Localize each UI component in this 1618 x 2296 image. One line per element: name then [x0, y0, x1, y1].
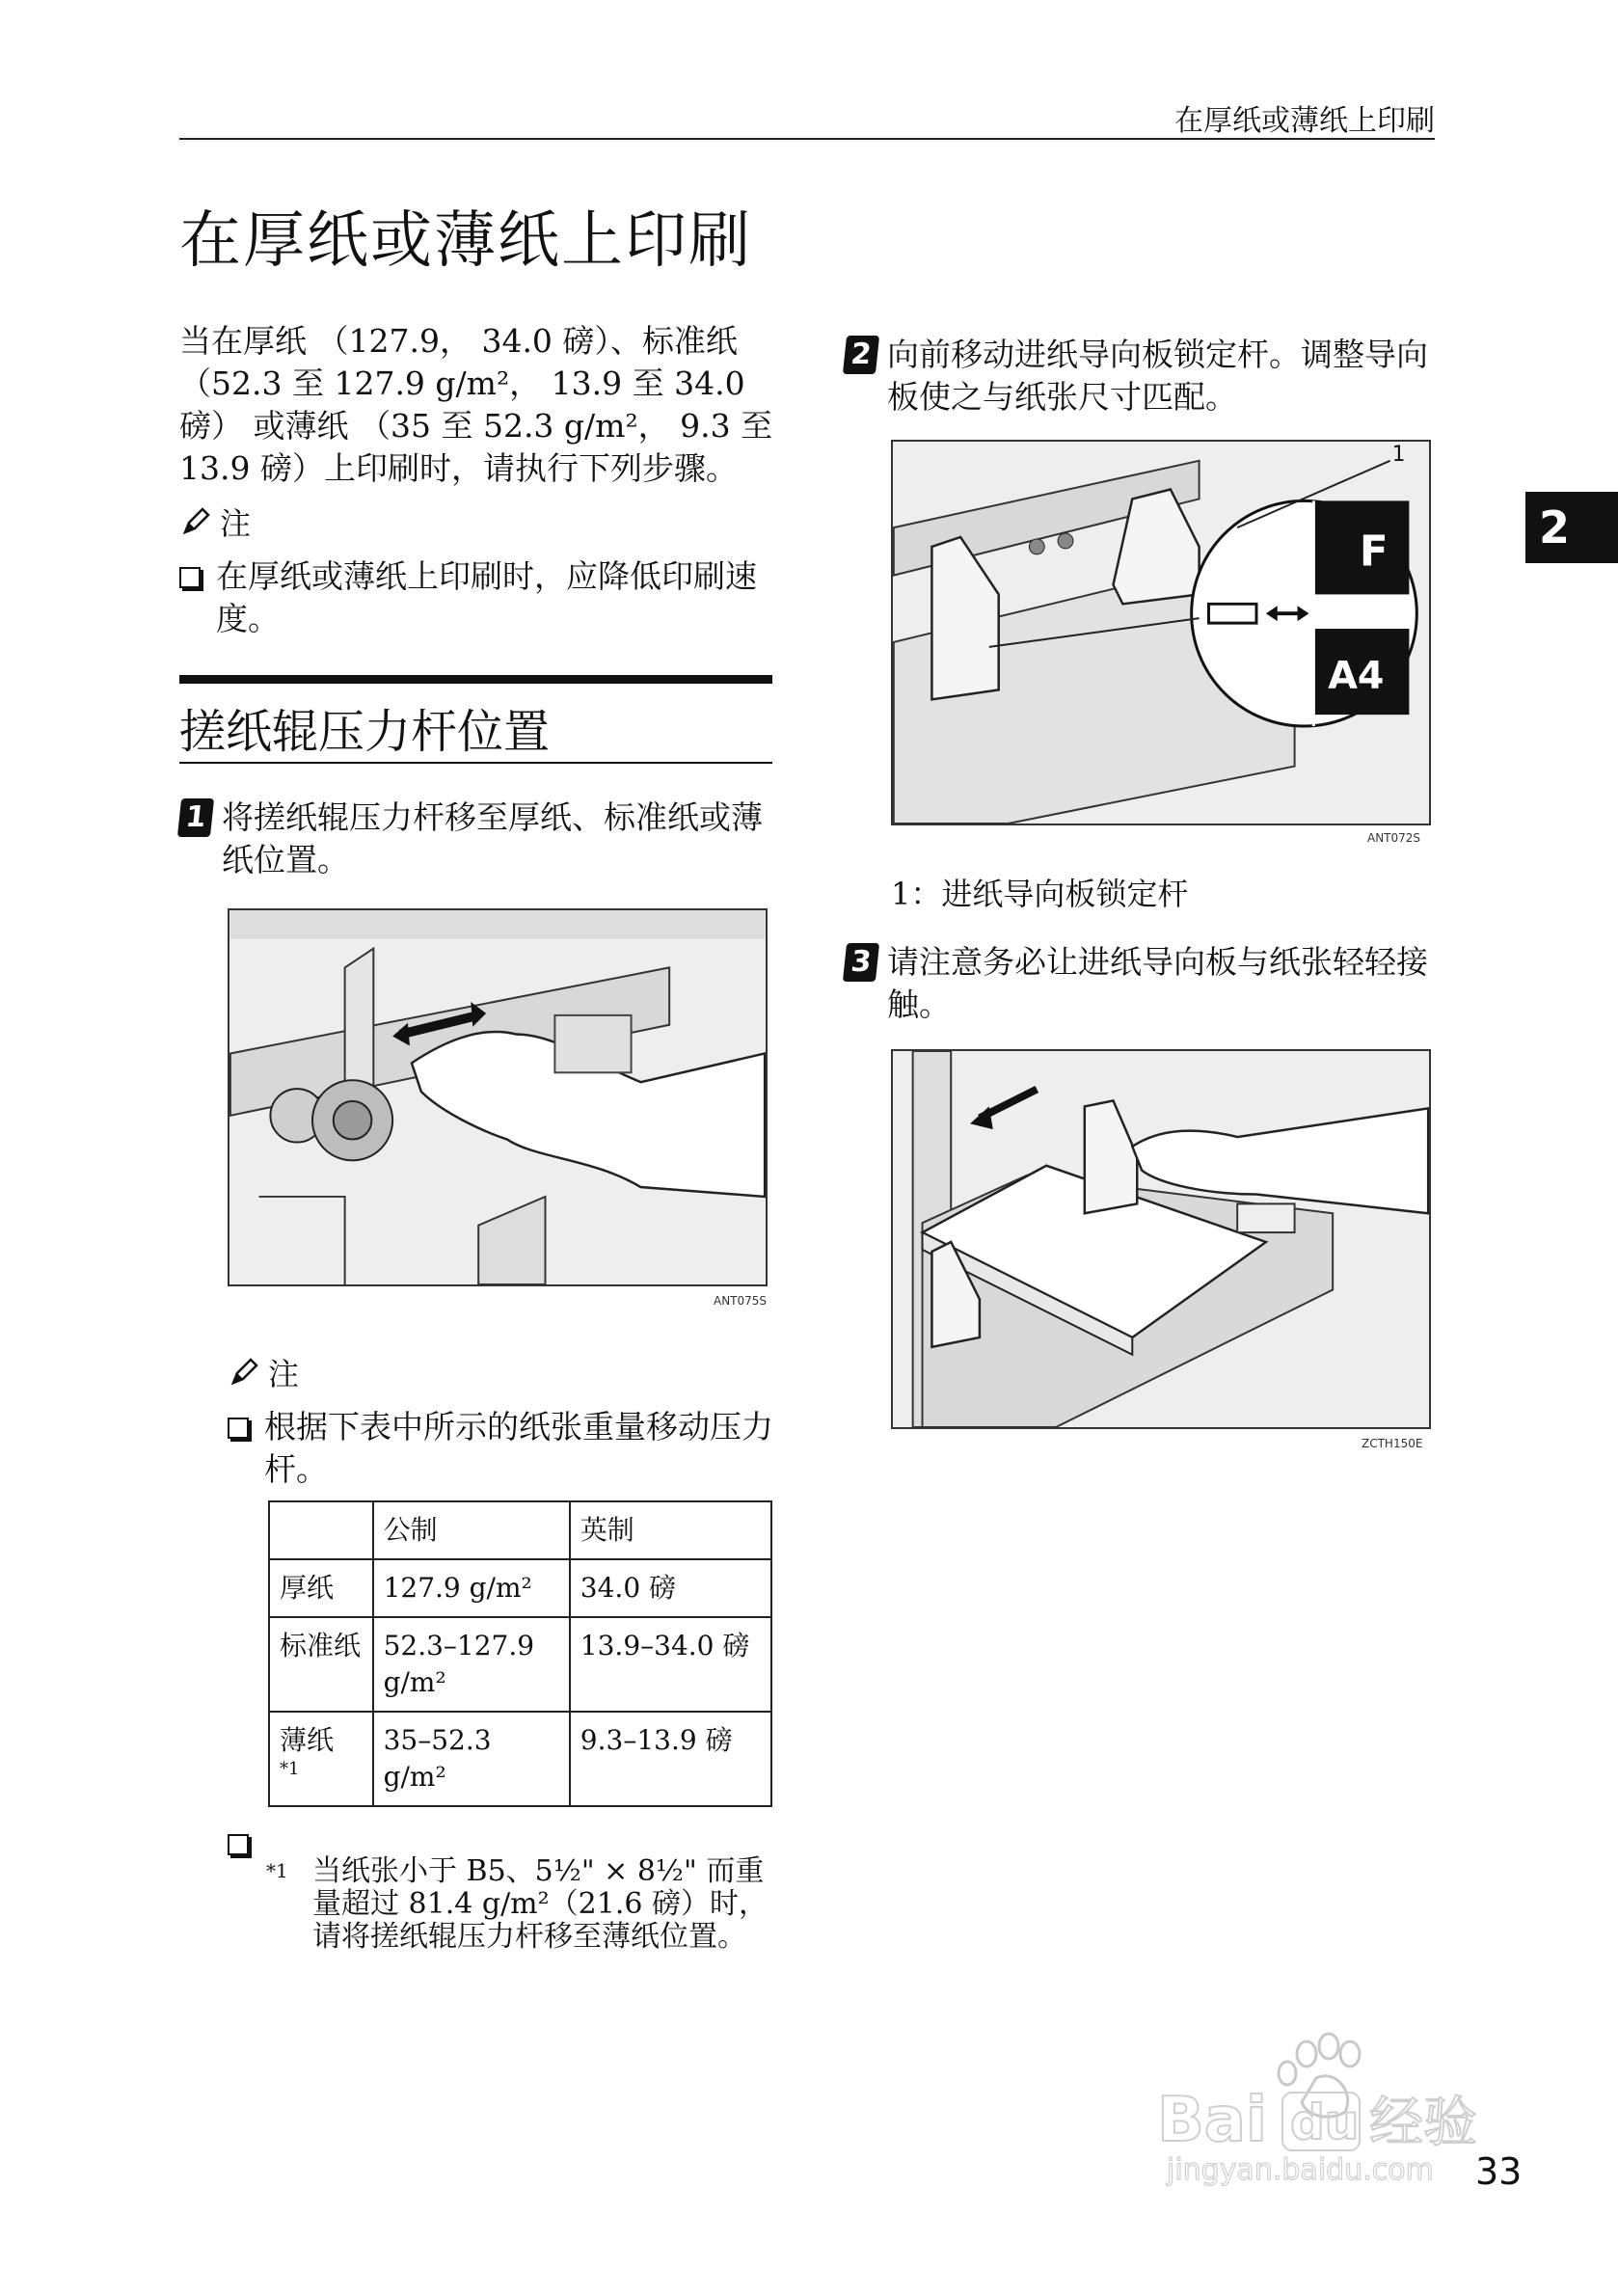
table-header-row	[269, 1501, 771, 1559]
step-3-text: 请注意务必让进纸导向板与纸张轻轻接触。	[887, 943, 1428, 1023]
note-heading-2	[228, 1350, 777, 1394]
footnote-mark: *1	[280, 1759, 300, 1779]
callout-number: 1	[1391, 442, 1406, 467]
step-2-text: 向前移动进纸导向板锁定杆。调整导向板使之与纸张尺寸匹配。	[887, 336, 1428, 416]
inset-label-f: F	[1359, 527, 1389, 577]
section-rule-thick	[179, 675, 772, 684]
table-header-metric: 公制	[373, 1501, 570, 1559]
checkbox-bullet-icon	[179, 567, 201, 588]
footnote-text: 当纸张小于 B5、5½" × 8½" 而重量超过 81.4 g/m²（21.6 磅）时，请将搓纸辊压力杆移至薄纸位置。	[312, 1854, 768, 1954]
table-header-blank	[269, 1501, 373, 1559]
page-title: 在厚纸或薄纸上印刷	[179, 205, 752, 277]
row-metric: 35–52.3 g/m²	[373, 1712, 570, 1806]
pencil-icon	[228, 1356, 260, 1389]
note-label-2: 注	[268, 1356, 300, 1392]
step-2	[845, 334, 1443, 419]
row-name: 薄纸	[280, 1724, 335, 1756]
note-heading	[179, 500, 777, 544]
note-text-2: 根据下表中所示的纸张重量移动压力杆。	[264, 1408, 773, 1488]
svg-text:经验: 经验	[1369, 2092, 1477, 2154]
row-imperial: 34.0 磅	[570, 1559, 771, 1617]
note-text: 在厚纸或薄纸上印刷时，应降低印刷速度。	[216, 557, 757, 637]
figure-code-3: ZCTH150E	[1362, 1437, 1423, 1450]
figure-guide-lock-lever	[891, 440, 1431, 825]
step-number-3: 3	[843, 943, 879, 982]
note-item-2	[228, 1406, 777, 1491]
note-block-1	[179, 500, 777, 640]
row-imperial: 9.3–13.9 磅	[570, 1712, 771, 1806]
pressure-lever-illustration	[229, 910, 766, 1284]
figure-code-1: ANT075S	[714, 1294, 768, 1308]
step-3	[845, 941, 1443, 1026]
table-row	[269, 1559, 771, 1617]
row-metric: 127.9 g/m²	[373, 1559, 570, 1617]
checkbox-bullet-icon	[228, 1418, 249, 1439]
table-header-imperial: 英制	[570, 1501, 771, 1559]
running-header: 在厚纸或薄纸上印刷	[1174, 104, 1435, 138]
row-name-cell	[269, 1712, 373, 1806]
pencil-icon	[179, 505, 212, 538]
page-number: 33	[1475, 2150, 1523, 2193]
inset-label-a4: A4	[1328, 653, 1385, 698]
row-name: 厚纸	[269, 1559, 373, 1617]
figure-caption: 1：进纸导向板锁定杆	[891, 876, 1189, 912]
section-rule-thin	[179, 762, 772, 764]
figure-code-2: ANT072S	[1367, 831, 1421, 845]
svg-text:du: du	[1290, 2094, 1360, 2150]
svg-text:Bai: Bai	[1157, 2085, 1267, 2156]
figure-guide-contact	[891, 1049, 1431, 1429]
table-row	[269, 1617, 771, 1712]
row-name: 标准纸	[269, 1617, 373, 1712]
guide-lock-lever-illustration	[893, 442, 1429, 824]
intro-paragraph: 当在厚纸 （127.9， 34.0 磅）、标准纸 （52.3 至 127.9 g/m²， 13.9 至 34.0 磅） 或薄纸 （35 至 52.3 g/m²， 9.3 至 13.9 磅）上印刷时，请执行下列步骤。	[179, 322, 773, 487]
step-number-1: 1	[177, 798, 214, 837]
guide-contact-illustration	[893, 1051, 1429, 1427]
row-metric: 52.3–127.9 g/m²	[373, 1617, 570, 1712]
svg-text:jingyan.baidu.com: jingyan.baidu.com	[1167, 2153, 1434, 2187]
step-1	[179, 797, 777, 881]
header-rule	[179, 138, 1435, 140]
row-imperial: 13.9–34.0 磅	[570, 1617, 771, 1712]
table-row	[269, 1712, 771, 1806]
note-item	[179, 555, 777, 640]
footnote-mark: *1	[266, 1859, 288, 1882]
note-block-2	[228, 1350, 777, 1491]
section-title: 搓纸辊压力杆位置	[179, 705, 551, 759]
figure-pressure-lever	[228, 908, 768, 1286]
paper-weight-table	[268, 1500, 772, 1807]
step-1-text: 将搓纸辊压力杆移至厚纸、标准纸或薄纸位置。	[222, 798, 763, 878]
step-number-2: 2	[843, 336, 879, 374]
chapter-tab: 2	[1525, 492, 1618, 563]
note-label: 注	[220, 505, 252, 542]
checkbox-bullet-icon	[228, 1834, 249, 1855]
